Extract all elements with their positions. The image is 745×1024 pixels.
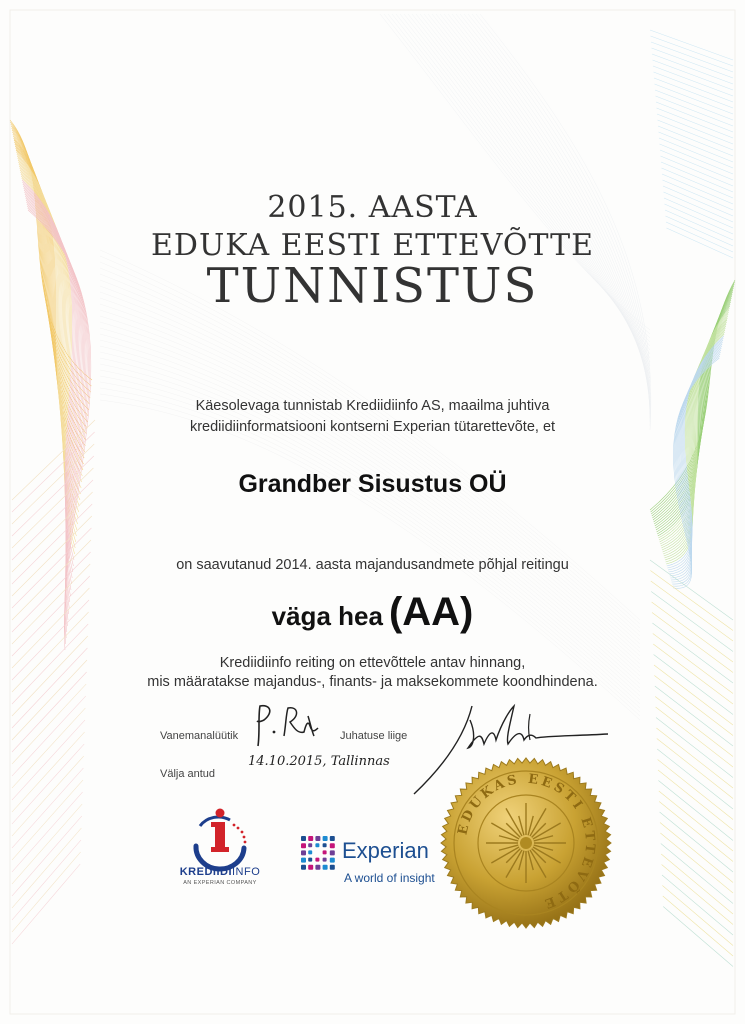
gold-seal-icon	[440, 757, 612, 929]
issue-date: 14.10.2015, Tallinnas	[248, 754, 390, 769]
rating-word: väga hea	[271, 601, 383, 631]
issued-label: Välja antud	[160, 768, 216, 780]
experian-name: Experian	[342, 838, 429, 863]
rating-explanation-line-1: Krediidiinfo reiting on ettevõttele antav hinnang,	[219, 655, 526, 671]
intro-text-line-1: Käesolevaga tunnistab Krediidiinfo AS, maailma juhtiva	[195, 398, 550, 414]
experian-tagline: A world of insight	[344, 871, 435, 885]
krediidiinfo-subtitle: AN EXPERIAN COMPANY	[183, 880, 257, 886]
rating-explanation-line-2: mis määratakse majandus-, finants- ja maksekommete koondhindena.	[147, 674, 598, 690]
experian-logo-icon	[298, 833, 338, 873]
analyst-label: Vanemanalüütik	[160, 730, 239, 742]
krediidiinfo-wordmark-bold: KREDIIDI	[179, 866, 232, 878]
krediidiinfo-wordmark-thin: INFO	[232, 866, 261, 878]
certificate-main-title: TUNNISTUS	[206, 258, 539, 314]
analyst-signature	[248, 702, 328, 748]
certificate-year-title: 2015. AASTA	[267, 190, 478, 225]
krediidiinfo-wordmark	[170, 866, 270, 878]
achieved-text: on saavutanud 2014. aasta majandusandmete põhjal reitingu	[176, 557, 569, 573]
board-member-label: Juhatuse liige	[340, 730, 408, 742]
rating	[0, 590, 745, 635]
company-name: Grandber Sisustus OÜ	[238, 470, 507, 498]
rating-code: (AA)	[388, 590, 474, 634]
certificate-subtitle: EDUKA EESTI ETTEVÕTTE	[151, 228, 594, 263]
seal-text: EDUKAS EESTI ETTEVÕTE	[455, 771, 598, 912]
intro-text-line-2: krediidiinformatsiooni kontserni Experian tütarettevõte, et	[189, 419, 556, 435]
